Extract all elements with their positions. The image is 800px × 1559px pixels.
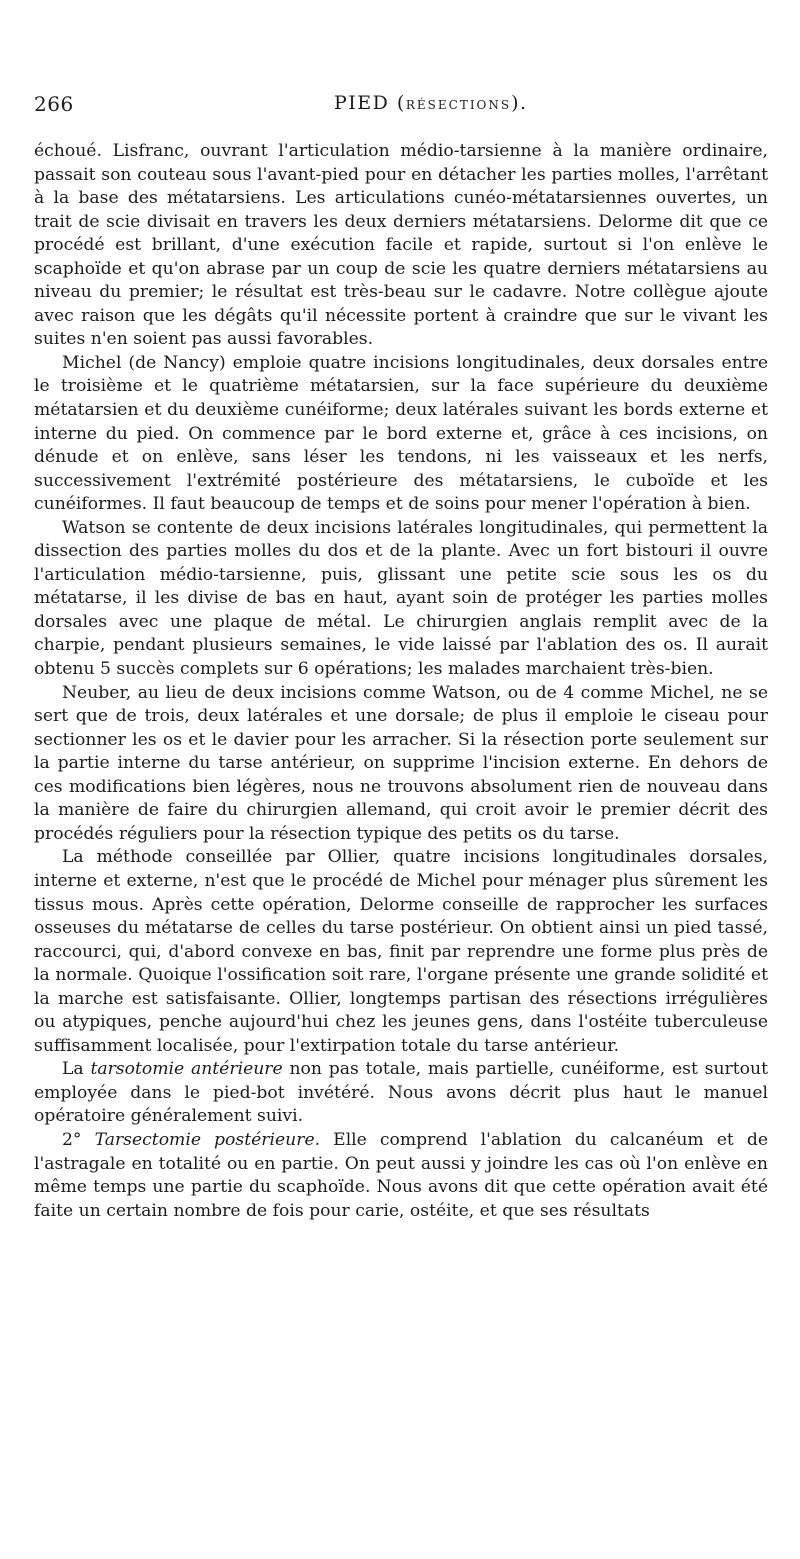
running-head-smallcaps: RÉSECTIONS bbox=[405, 98, 512, 112]
paragraph-michel bbox=[34, 352, 768, 517]
paragraph-ollier bbox=[34, 846, 768, 1058]
paragraph-neuber bbox=[34, 682, 768, 847]
italic-term: tarsotomie antérieure bbox=[90, 1059, 283, 1080]
paragraph-text: Watson se contente de deux incisions latérales longitudinales, qui permettent la dissection des parties molles du dos et de la plante. Avec un fort bistouri il ouvre l'articulation médio-tarsienne, puis, glissant une petite scie sous les os du métatarse, il les divise de bas en haut, ayant soin de protéger les parties molles dorsales avec une plaque de métal. Le chirurgien anglais remplit avec de la charpie, pendant plusieurs semaines, le vide laissé par l'ablation des os. Il aurait obtenu 5 succès complets sur 6 opérations; les malades marchaient très-bien. bbox=[34, 517, 768, 680]
paragraph-tarsectomie bbox=[34, 1129, 768, 1223]
section-number: 2° bbox=[62, 1129, 95, 1150]
section-heading: Tarsectomie postérieure. bbox=[94, 1129, 321, 1150]
paragraph-text: Neuber, au lieu de deux incisions comme Watson, ou de 4 comme Michel, ne se sert que de trois, deux latérales et une dorsale; de plus il emploie le ciseau pour sectionner les os et le davier pour les arracher. Si la résection porte seulement sur la partie interne du tarse antérieur, on supprime l'incision externe. En dehors de ces modifications bien légères, nous ne trouvons absolument rien de nouveau dans la manière de faire du chirurgien allemand, qui croit avoir le premier décrit des procédés réguliers pour la résection typique des petits os du tarse. bbox=[34, 682, 768, 844]
paragraph-text: non pas totale, mais partielle, cunéiforme, est surtout employée dans le pied-bot invétéré. Nous avons décrit plus haut le manuel opératoire généralement suivi. bbox=[34, 1059, 768, 1127]
paragraph-watson bbox=[34, 517, 768, 682]
paragraph-lisfranc bbox=[34, 140, 768, 352]
running-head-main: PIED ( bbox=[334, 92, 406, 114]
body-text bbox=[34, 140, 768, 1223]
page-number: 266 bbox=[34, 92, 74, 116]
paragraph-tarsotomie bbox=[34, 1058, 768, 1129]
running-head bbox=[334, 92, 528, 114]
page-header bbox=[34, 92, 760, 122]
paragraph-text: Elle comprend l'ablation du calcanéum et de l'astragale en totalité ou en partie. On peut aussi y joindre les cas où l'on enlève en même temps une partie du scaphoïde. Nous avons dit que cette opération avait été faite un certain nombre de fois pour carie, ostéite, et que ses résultats bbox=[34, 1129, 769, 1221]
running-head-close: ). bbox=[511, 92, 528, 114]
paragraph-text: Michel (de Nancy) emploie quatre incisions longitudinales, deux dorsales entre le troisième et le quatrième métatarsien, sur la face supérieure du deuxième métatarsien et du deuxième cunéiforme; deux latérales suivant les bords externe et interne du pied. On commence par le bord externe et, grâce à ces incisions, on dénude et on enlève, sans léser les tendons, ni les vaisseaux et les nerfs, successivement l'extrémité postérieure des métatarsiens, le cuboïde et les cunéiformes. Il faut beaucoup de temps et de soins pour mener l'opération à bien. bbox=[34, 352, 768, 515]
paragraph-text: échoué. Lisfranc, ouvrant l'articulation médio-tarsienne à la manière ordinaire, passait son couteau sous l'avant-pied pour en détacher les parties molles, l'arrêtant à la base des métatarsiens. Les articulations cunéo-métatarsiennes ouvertes, un trait de scie divisait en travers les deux derniers métatarsiens. Delorme dit que ce procédé est brillant, d'une exécution facile et rapide, surtout si l'on enlève le scaphoïde et qu'on abrase par un coup de scie les quatre derniers métatarsiens au niveau du premier; le résultat est très-beau sur le cadavre. Notre collègue ajoute avec raison que les dégâts qu'il nécessite portent à craindre que sur le vivant les suites n'en soient pas aussi favorables. bbox=[34, 141, 768, 350]
paragraph-lead: La bbox=[62, 1059, 91, 1080]
paragraph-text: La méthode conseillée par Ollier, quatre incisions longitudinales dorsales, interne et externe, n'est que le procédé de Michel pour ménager plus sûrement les tissus mous. Après cette opération, Delorme conseille de rapprocher les surfaces osseuses du métatarse de celles du tarse postérieur. On obtient ainsi un pied tassé, raccourci, qui, d'abord convexe en bas, finit par reprendre une forme plus près de la normale. Quoique l'ossification soit rare, l'organe présente une grande solidité et la marche est satisfaisante. Ollier, longtemps partisan des résections irrégulières ou atypiques, penche aujourd'hui chez les jeunes gens, dans l'ostéite tuberculeuse suffisamment localisée, pour l'extirpation totale du tarse antérieur. bbox=[34, 847, 768, 1056]
